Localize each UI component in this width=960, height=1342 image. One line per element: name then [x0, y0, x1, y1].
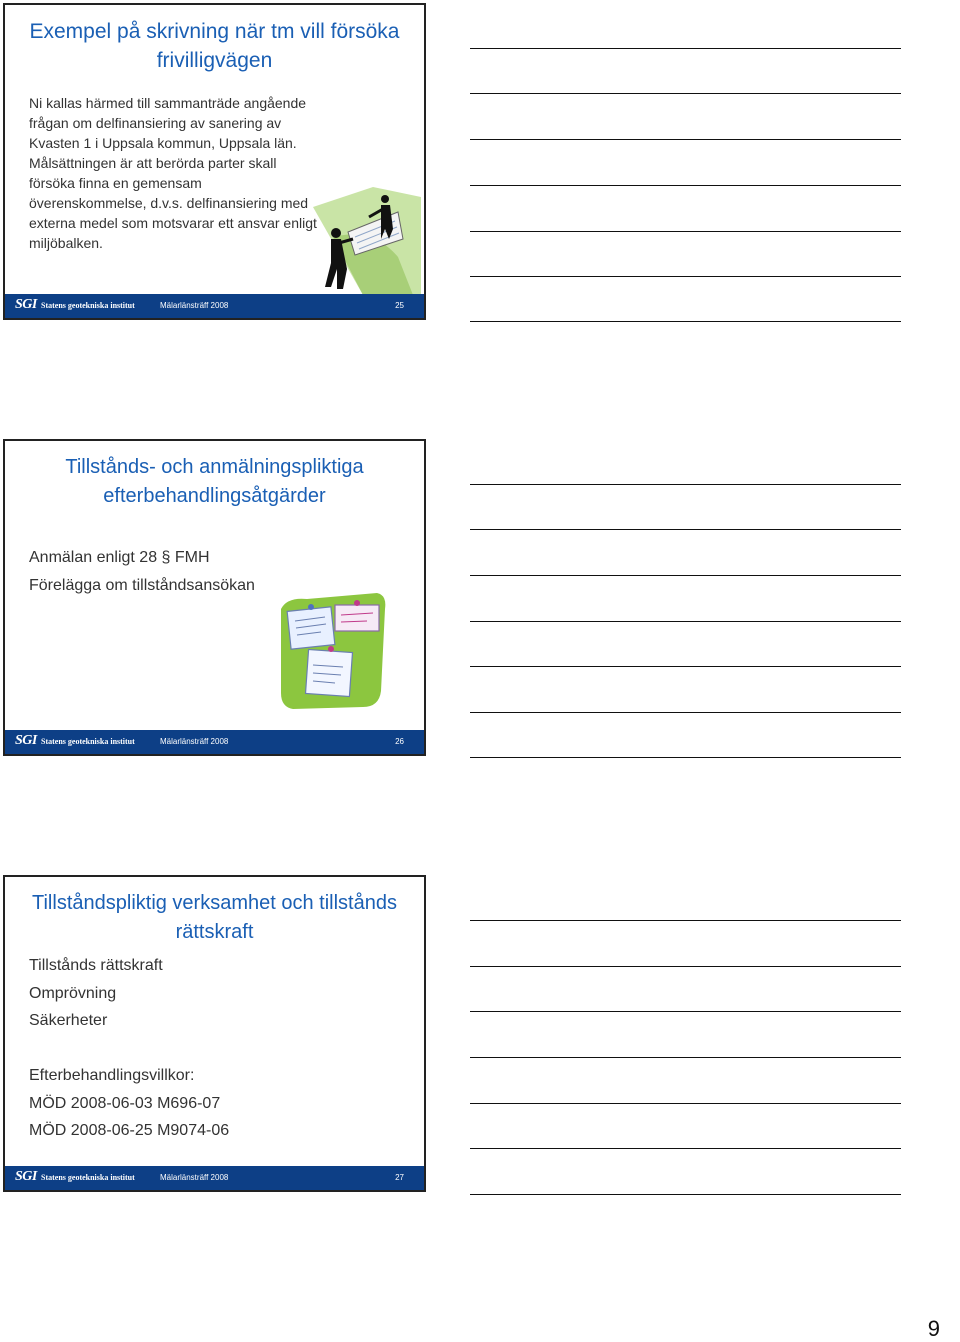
slide-title-line: Exempel på skrivning när tm vill försöka	[29, 20, 400, 43]
note-line	[470, 666, 901, 667]
note-line	[470, 1103, 901, 1104]
slide-number: 26	[395, 737, 404, 746]
note-line	[470, 529, 901, 530]
body-line: Förelägga om tillståndsansökan	[29, 577, 255, 594]
body-line: överenskommelse, d.v.s. delfinansiering med	[29, 195, 309, 211]
slide-body	[29, 952, 414, 1145]
body-line: externa medel som motsvarar ett ansvar enligt	[29, 215, 317, 231]
body-line: Målsättningen är att berörda parter skall	[29, 155, 277, 171]
body-line-spacer	[29, 1035, 414, 1063]
note-line	[470, 712, 901, 713]
body-line: Anmälan enligt 28 § FMH	[29, 549, 210, 566]
slide-title-line: rättskraft	[175, 921, 254, 943]
body-line: MÖD 2008-06-25 M9074-06	[29, 1122, 230, 1139]
page-number: 9	[927, 1316, 940, 1341]
notes-board-clipart	[277, 591, 389, 711]
note-line	[470, 321, 901, 322]
body-line: Efterbehandlingsvillkor:	[29, 1067, 195, 1084]
note-line	[470, 93, 901, 94]
slide-number: 27	[395, 1173, 404, 1182]
note-line	[470, 757, 901, 758]
footer-org: Statens geotekniska institut	[41, 301, 135, 310]
body-line: MÖD 2008-06-03 M696-07	[29, 1094, 221, 1112]
slide-title-line: Tillståndspliktig verksamhet och tillstånds	[32, 892, 397, 914]
business-people-clipart	[303, 177, 423, 295]
sgi-logo: SGI	[15, 297, 37, 312]
slide-25	[3, 3, 426, 320]
note-line	[470, 920, 901, 921]
note-line	[470, 139, 901, 140]
slide-footer	[5, 294, 424, 318]
slide-title-line: efterbehandlingsåtgärder	[103, 485, 326, 507]
body-line: frågan om delfinansiering av sanering av	[29, 115, 282, 131]
footer-event: Mälarlänsträff 2008	[160, 1173, 229, 1182]
body-line: Säkerheter	[29, 1012, 108, 1029]
note-line	[470, 966, 901, 967]
footer-org: Statens geotekniska institut	[41, 737, 135, 746]
footer-org: Statens geotekniska institut	[41, 1173, 135, 1182]
slide-27	[3, 875, 426, 1192]
note-line	[470, 1148, 901, 1149]
note-line	[470, 231, 901, 232]
note-line	[470, 185, 901, 186]
sgi-logo: SGI	[15, 733, 37, 748]
slide-footer	[5, 1166, 424, 1190]
body-line: Ni kallas härmed till sammanträde angående	[29, 95, 307, 111]
body-line: miljöbalken.	[29, 235, 103, 251]
slide-title-line: Tillstånds- och anmälningspliktiga	[65, 456, 364, 478]
body-line: Omprövning	[29, 984, 117, 1002]
slide-title	[15, 889, 414, 947]
body-line: Tillstånds rättskraft	[29, 957, 163, 974]
footer-event: Mälarlänsträff 2008	[160, 737, 229, 746]
note-line	[470, 276, 901, 277]
note-line	[470, 1194, 901, 1195]
note-line	[470, 621, 901, 622]
sgi-logo: SGI	[15, 1169, 37, 1184]
note-line	[470, 48, 901, 49]
note-line	[470, 1057, 901, 1058]
note-line	[470, 1011, 901, 1012]
slide-26	[3, 439, 426, 756]
slide-title	[15, 453, 414, 511]
slide-title	[15, 17, 414, 75]
slide-footer	[5, 730, 424, 754]
body-line: Kvasten 1 i Uppsala kommun, Uppsala län.	[29, 135, 297, 151]
note-line	[470, 575, 901, 576]
body-line: försöka finna en gemensam	[29, 175, 202, 191]
note-line	[470, 484, 901, 485]
slide-number: 25	[395, 301, 404, 310]
footer-event: Mälarlänsträff 2008	[160, 301, 229, 310]
slide-title-line: frivilligvägen	[156, 49, 273, 72]
